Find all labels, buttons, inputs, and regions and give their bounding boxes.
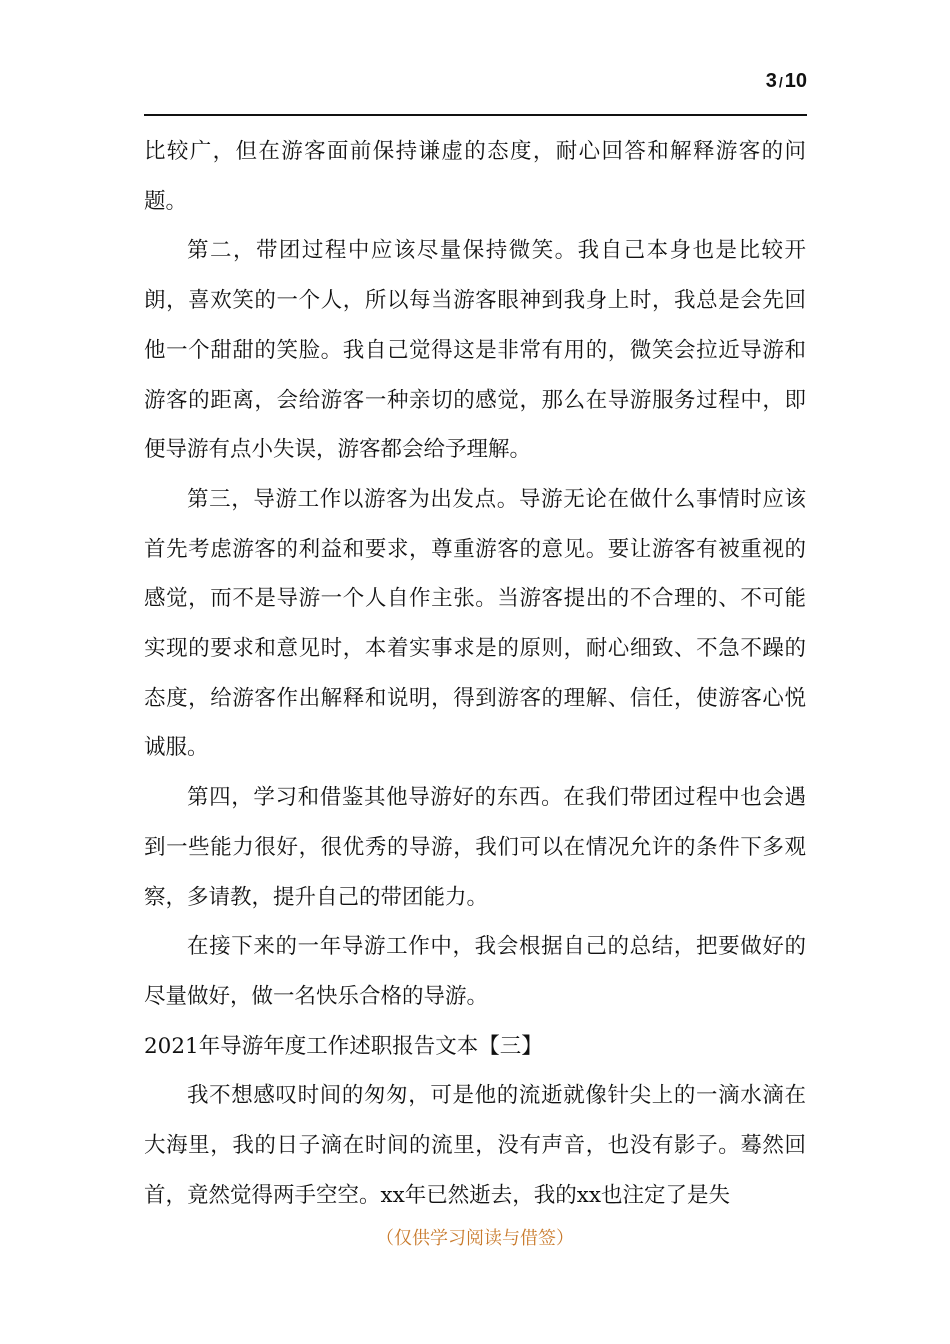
paragraph-section-intro: 我不想感叹时间的匆匆，可是他的流逝就像针尖上的一滴水滴在大海里，我的日子滴在时间的流里，没有声音，也没有影子。蓦然回首，竟然觉得两手空空。xx年已然逝去，我的xx也注定了是失 [144,1083,806,1208]
footer-note: （仅供学习阅读与借签） [376,1228,574,1249]
paragraph-second-point: 第二，带团过程中应该尽量保持微笑。我自己本身也是比较开朗，喜欢笑的一个人，所以每当游客眼神到我身上时，我总是会先回他一个甜甜的笑脸。我自己觉得这是非常有用的，微笑会拉近导游和游客的距离，会给游客一种亲切的感觉，那么在导游服务过程中，即便导游有点小失误，游客都会给予理解。 [144,238,806,463]
header-divider [144,114,807,116]
paragraph-continuation: 比较广，但在游客面前保持谦虚的态度，耐心回答和解释游客的问题。 [144,139,806,214]
paragraph-third-point: 第三，导游工作以游客为出发点。导游无论在做什么事情时应该首先考虑游客的利益和要求，尊重游客的意见。要让游客有被重视的感觉，而不是导游一个人自作主张。当游客提出的不合理的、不可能实现的要求和意见时，本着实事求是的原则，耐心细致、不急不躁的态度，给游客作出解释和说明，得到游客的理解、信任，使游客心悦诚服。 [144,486,806,761]
page-number-total: 10 [784,70,807,92]
paragraph-conclusion: 在接下来的一年导游工作中，我会根据自己的总结，把要做好的尽量做好，做一名快乐合格的导游。 [144,934,806,1009]
section-heading: 2021年导游年度工作述职报告文本【三】 [144,1033,543,1059]
page-number [766,70,807,93]
paragraph-fourth-point: 第四，学习和借鉴其他导游好的东西。在我们带团过程中也会遇到一些能力很好，很优秀的导游，我们可以在情况允许的条件下多观察，多请教，提升自己的带团能力。 [144,785,806,910]
page-number-current: 3 [765,70,777,92]
document-body [144,127,806,1220]
page-number-separator: / [778,74,783,90]
